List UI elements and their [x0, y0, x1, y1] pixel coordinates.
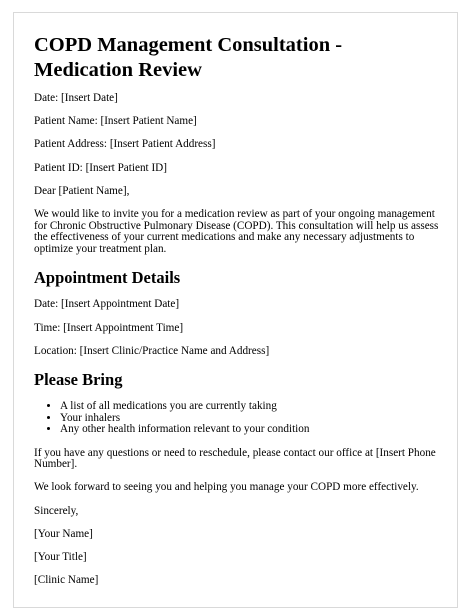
bring-item-health-info: • Any other health information relevant to your condition	[60, 424, 442, 436]
closing-note: We look forward to seeing you and helping you manage your COPD more effectively.	[34, 481, 419, 494]
signature-clinic: [Clinic Name]	[34, 574, 99, 587]
letter-page	[13, 12, 458, 608]
bring-list	[34, 401, 442, 436]
signature-name: [Your Name]	[34, 527, 93, 540]
letter-title: COPD Management Consultation - Medication Review	[34, 34, 343, 81]
salutation: Dear [Patient Name],	[34, 184, 130, 197]
appointment-date: Date: [Insert Appointment Date]	[34, 298, 180, 311]
signature-title: [Your Title]	[34, 551, 87, 563]
letter-content	[34, 33, 442, 598]
bring-item-inhalers: • Your inhalers	[60, 413, 442, 425]
patient-id-field: Patient ID: [Insert Patient ID]	[34, 161, 167, 174]
bring-heading: Please Bring	[34, 370, 123, 390]
appointment-heading: Appointment Details	[34, 268, 181, 288]
intro-paragraph: We would like to invite you for a medication review as part of your ongoing management for Chronic Obstructive Pulmonary Disease (COPD). This consultation will help us assess the effectiveness of your current medications and make any necessary adjustments to optimize your treatment plan.	[34, 207, 439, 255]
appointment-location: Location: [Insert Clinic/Practice Name and Address]	[34, 344, 270, 357]
appointment-time: Time: [Insert Appointment Time]	[34, 321, 184, 334]
bring-item-medications: • A list of all medications you are currently taking	[60, 401, 442, 413]
patient-name-field: Patient Name: [Insert Patient Name]	[34, 115, 197, 128]
patient-address-field: Patient Address: [Insert Patient Address]	[34, 138, 216, 151]
date-field: Date: [Insert Date]	[34, 92, 118, 104]
signoff: Sincerely,	[34, 504, 79, 517]
contact-paragraph: If you have any questions or need to reschedule, please contact our office at [Insert Phone Number].	[34, 446, 436, 471]
